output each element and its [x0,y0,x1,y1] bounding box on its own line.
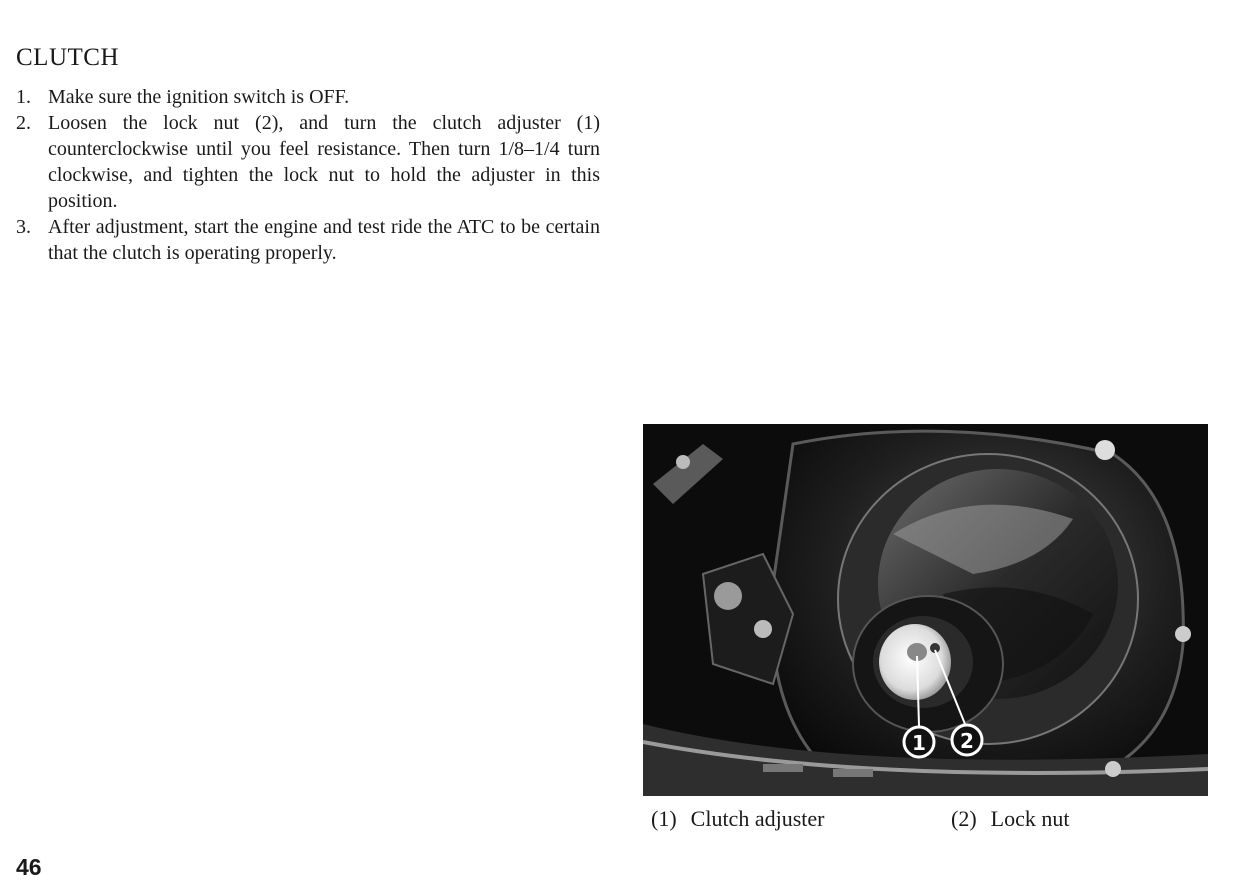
step-text: Make sure the ignition switch is OFF. [48,86,350,108]
page-number: 46 [16,854,42,880]
caption-number: (2) [951,806,977,831]
step-number: 3. [16,216,31,238]
caption-label: Clutch adjuster [690,806,825,831]
callout-1-marker [904,727,934,757]
instruction-step [16,214,600,266]
instruction-step [16,110,600,214]
caption-number: (1) [651,806,677,831]
engine-cover-illustration [643,424,1208,796]
step-number: 2. [16,112,31,134]
callout-1-number: 1 [912,731,926,755]
caption-lock-nut [951,806,1069,832]
caption-clutch-adjuster [651,806,824,832]
clutch-photo [643,424,1208,796]
section-title: CLUTCH [16,44,119,71]
step-text: Loosen the lock nut (2), and turn the clutch adjuster (1) counterclockwise until you feel resistance. Then turn 1/8–1/4 turn clockwise, and tighten the lock nut to hold the adjuster in this position. [48,112,600,212]
callout-2-number: 2 [960,729,974,753]
instruction-list [16,84,600,266]
instruction-step [16,84,600,110]
step-number: 1. [16,86,31,108]
step-text: After adjustment, start the engine and test ride the ATC to be certain that the clutch is operating properly. [48,216,600,264]
callout-2-marker [952,725,982,755]
caption-label: Lock nut [990,806,1070,831]
